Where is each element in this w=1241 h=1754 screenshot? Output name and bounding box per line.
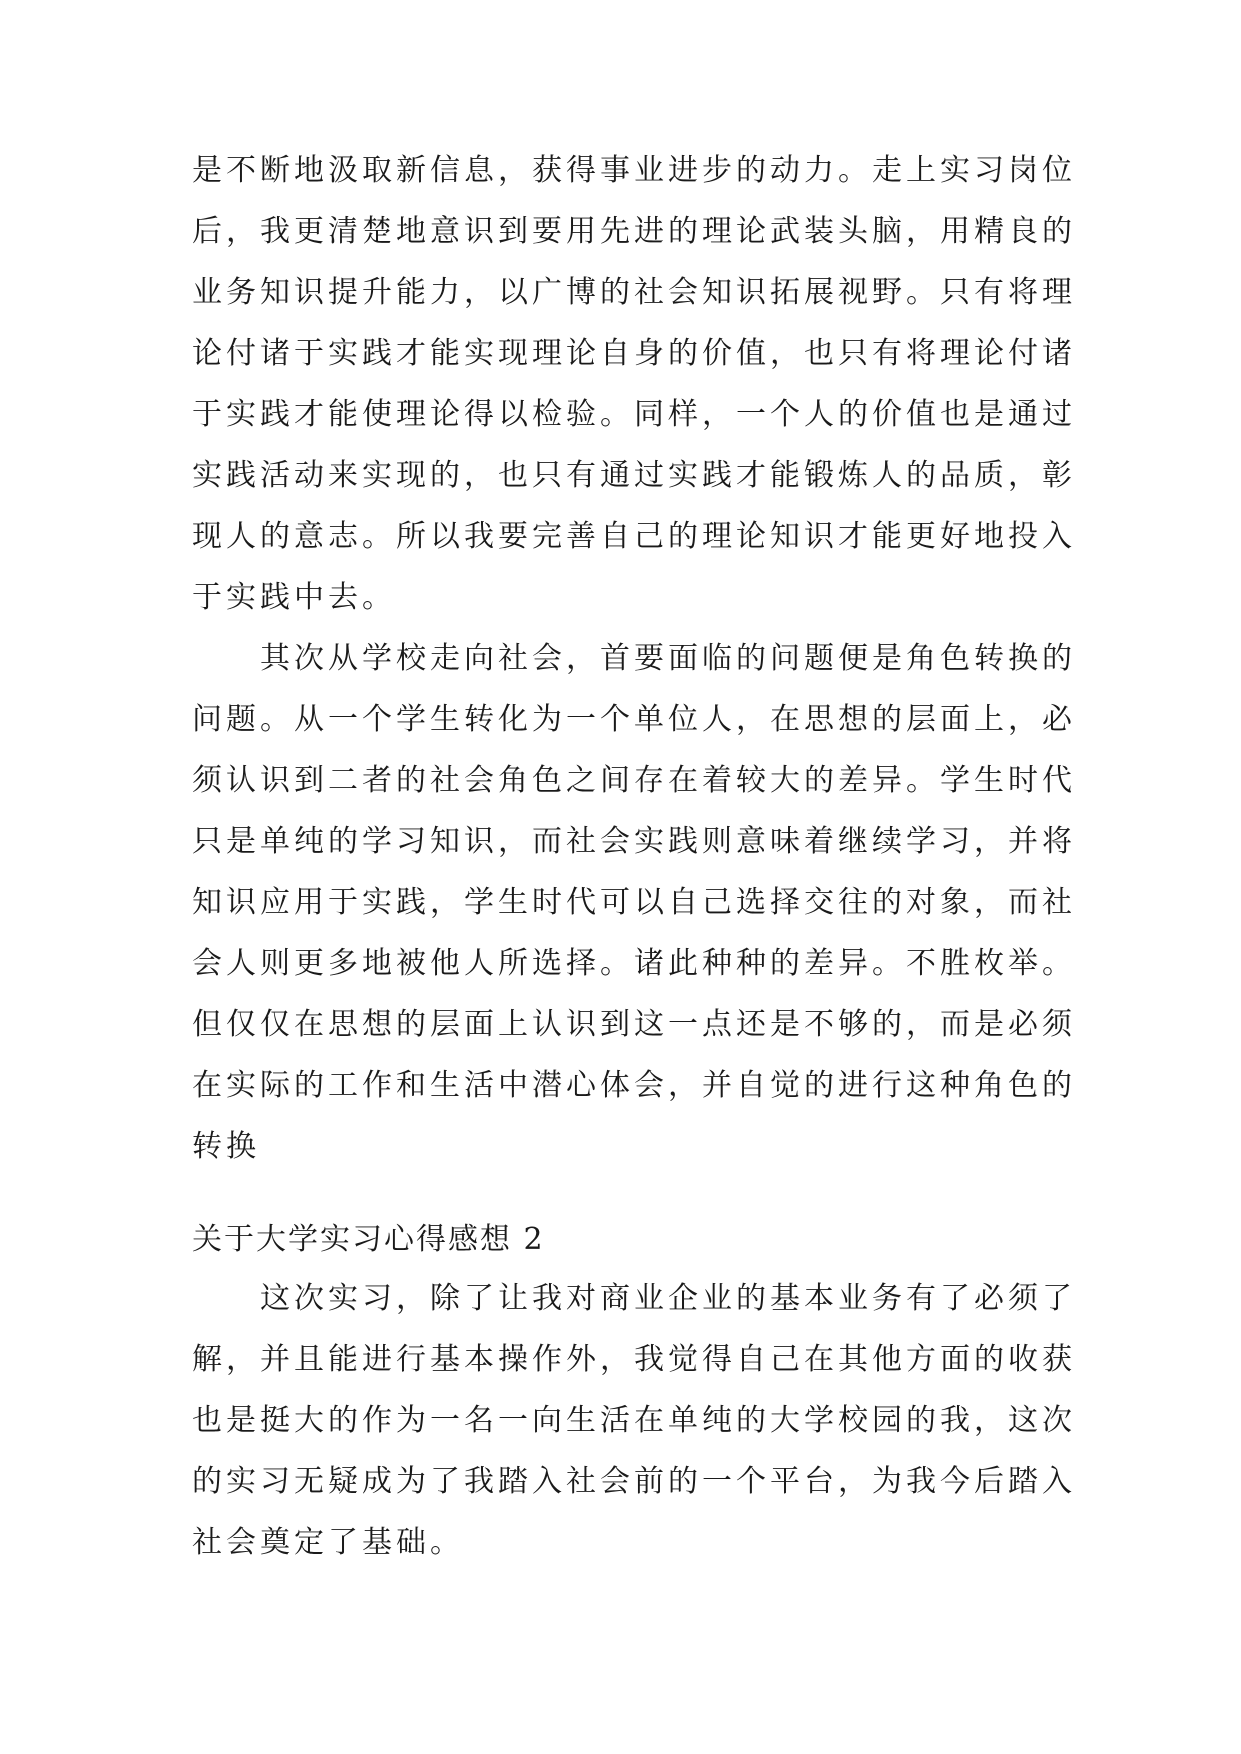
text-line: 后，我更清楚地意识到要用先进的理论武装头脑，用精良的 [192, 214, 1076, 249]
text-line: 在实际的工作和生活中潜心体会，并自觉的进行这种角色的 [192, 1068, 1076, 1103]
text-line: 只是单纯的学习知识，而社会实践则意味着继续学习，并将 [192, 824, 1076, 859]
text-line: 于实践中去。 [192, 580, 396, 615]
text-line: 是不断地汲取新信息，获得事业进步的动力。走上实习岗位 [192, 153, 1076, 188]
text-line: 知识应用于实践，学生时代可以自己选择交往的对象，而社 [192, 885, 1076, 920]
text-line: 但仅仅在思想的层面上认识到这一点还是不够的，而是必须 [192, 1007, 1076, 1042]
text-line: 于实践才能使理论得以检验。同样，一个人的价值也是通过 [192, 397, 1076, 432]
text-line: 转换 [192, 1129, 260, 1164]
text-line: 的实习无疑成为了我踏入社会前的一个平台，为我今后踏入 [192, 1464, 1076, 1499]
paragraph-1 [192, 140, 1076, 628]
text-line: 其次从学校走向社会，首要面临的问题便是角色转换的 [192, 641, 1076, 676]
text-line: 业务知识提升能力，以广博的社会知识拓展视野。只有将理 [192, 275, 1076, 310]
text-line: 须认识到二者的社会角色之间存在着较大的差异。学生时代 [192, 763, 1076, 798]
text-line: 现人的意志。所以我要完善自己的理论知识才能更好地投入 [192, 519, 1076, 554]
text-line: 论付诸于实践才能实现理论自身的价值，也只有将理论付诸 [192, 336, 1076, 371]
text-line: 实践活动来实现的，也只有通过实践才能锻炼人的品质，彰 [192, 458, 1076, 493]
text-line: 这次实习，除了让我对商业企业的基本业务有了必须了 [192, 1281, 1076, 1316]
section-title [192, 1215, 1072, 1265]
section-heading: 关于大学实习心得感想 2 [192, 1222, 545, 1257]
paragraph-2 [192, 628, 1076, 1177]
text-line: 问题。从一个学生转化为一个单位人，在思想的层面上，必 [192, 702, 1076, 737]
text-line: 解，并且能进行基本操作外，我觉得自己在其他方面的收获 [192, 1342, 1076, 1377]
text-line: 社会奠定了基础。 [192, 1525, 464, 1560]
text-line: 也是挺大的作为一名一向生活在单纯的大学校园的我，这次 [192, 1403, 1076, 1438]
text-line: 会人则更多地被他人所选择。诸此种种的差异。不胜枚举。 [192, 946, 1076, 981]
paragraph-3 [192, 1268, 1076, 1573]
